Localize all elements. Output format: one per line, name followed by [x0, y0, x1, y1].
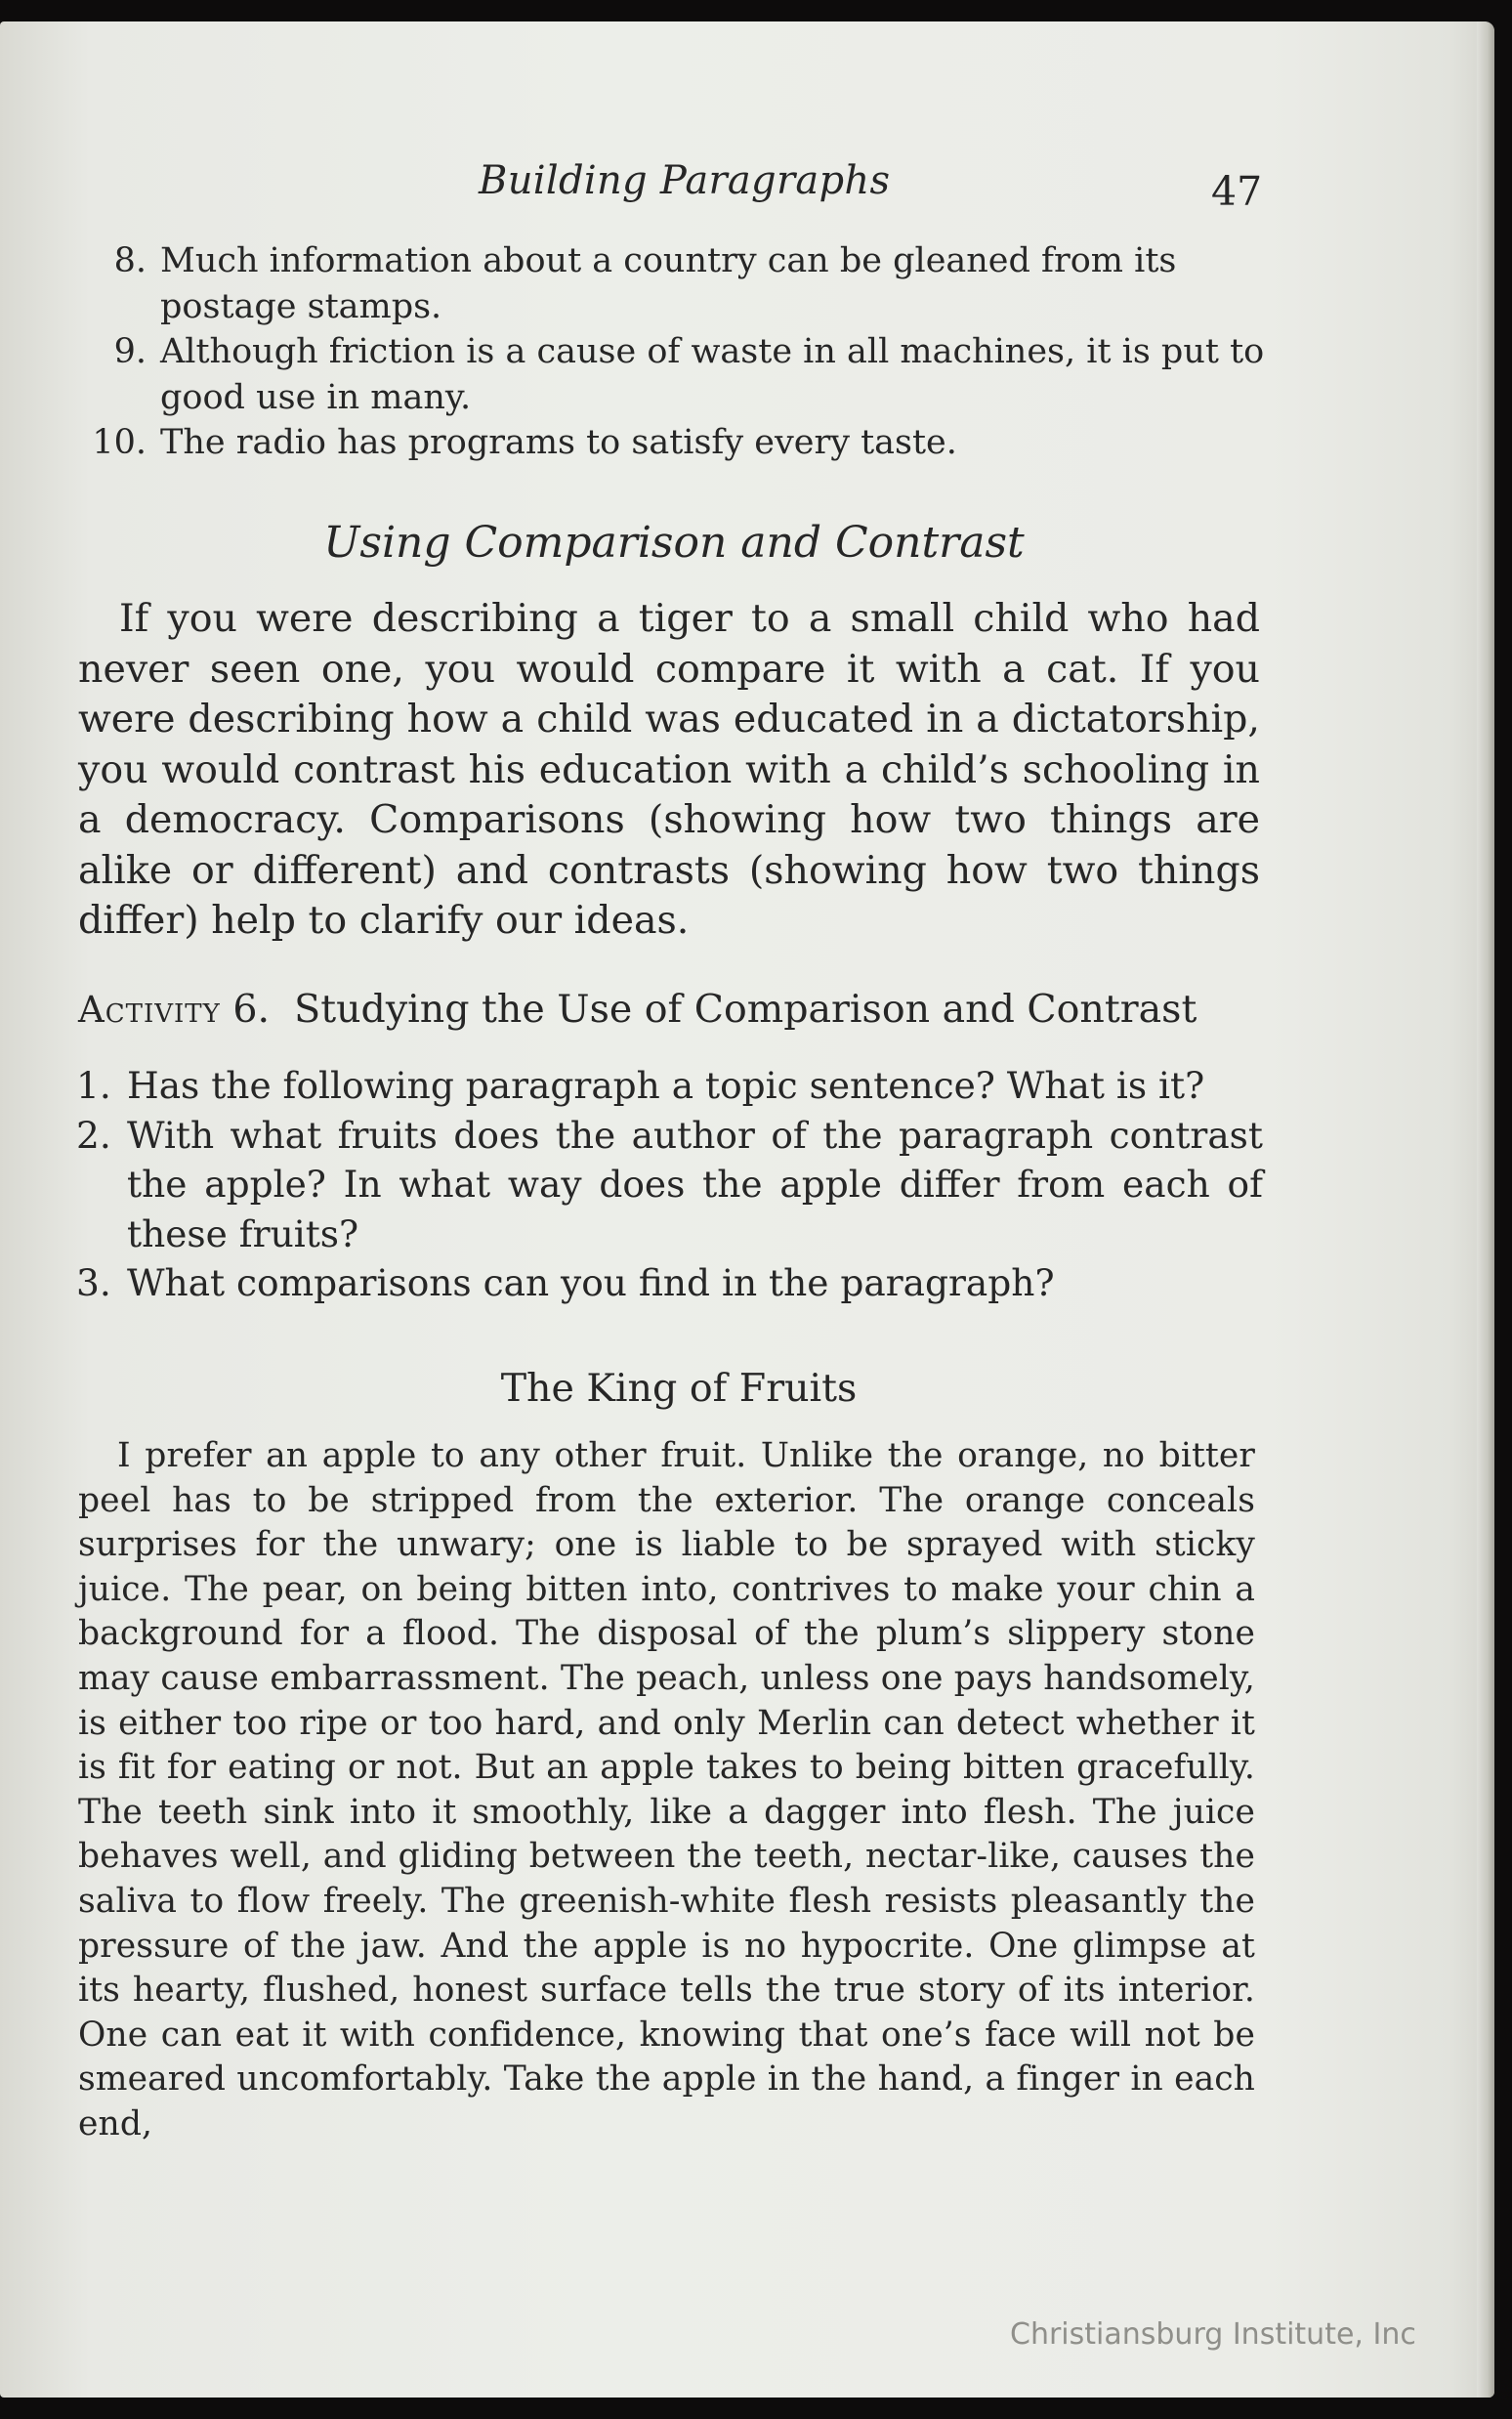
- activity-heading: [78, 987, 1197, 1032]
- section-paragraph: If you were describing a tiger to a small child who had never seen one, you would compare it with a cat. If you were describing how a child was educated in a dictatorship, you would contrast his education with a child’s schooling in a democracy. Comparisons (showing how two things are alike or different) and contrasts (showing how two things differ) help to clarify our ideas.: [78, 596, 1260, 943]
- book-page: [0, 21, 1494, 2398]
- essay-title: The King of Fruits: [500, 1366, 858, 1411]
- list-item-text: The radio has programs to satisfy every taste.: [160, 423, 957, 462]
- list-item-number: 9.: [113, 332, 147, 371]
- list-item-text: Much information about a country can be gleaned from its postage stamps.: [160, 241, 1177, 326]
- running-head: Building Paragraphs: [479, 158, 891, 203]
- list-item: [74, 420, 1266, 466]
- question-text: Has the following paragraph a topic sentence? What is it?: [127, 1064, 1205, 1107]
- activity-questions: [76, 1061, 1263, 1308]
- question-item: [76, 1111, 1263, 1259]
- question-text: With what fruits does the author of the paragraph contrast the apple? In what way does the apple differ from each of these fruits?: [127, 1113, 1263, 1255]
- question-number: 3.: [76, 1261, 111, 1304]
- question-number: 1.: [76, 1064, 111, 1107]
- list-item-number: 8.: [113, 241, 147, 280]
- watermark: Christiansburg Institute, Inc: [1010, 2317, 1416, 2352]
- page-edge: [1477, 21, 1494, 2398]
- essay-paragraph: I prefer an apple to any other fruit. Unlike the orange, no bitter peel has to be stripped from the exterior. The orange conceals surprises for the unwary; one is liable to be sprayed with sticky juice. The pear, on being bitten into, contrives to make your chin a background for a flood. The disposal of the plum’s slippery stone may cause embarrassment. The peach, unless one pays handsomely, is either too ripe or too hard, and only Merlin can detect whether it is fit for eating or not. But an apple takes to being bitten gracefully. The teeth sink into it smoothly, like a dagger into flesh. The juice behaves well, and gliding between the teeth, nectar-like, causes the saliva to flow freely. The greenish-white flesh resists pleasantly the pressure of the jaw. And the apple is no hypocrite. One glimpse at its hearty, flushed, honest surface tells the true story of its interior. One can eat it with confidence, knowing that one’s face will not be smeared uncomfortably. Take the apple in the hand, a finger in each end,: [78, 1436, 1255, 2143]
- question-number: 2.: [76, 1113, 111, 1157]
- numbered-list: [74, 238, 1266, 466]
- activity-title: Studying the Use of Comparison and Contrast: [294, 987, 1197, 1032]
- page-number: 47: [1211, 168, 1263, 215]
- question-item: [76, 1061, 1263, 1111]
- list-item: [74, 238, 1266, 329]
- question-item: [76, 1258, 1263, 1308]
- list-item-text: Although friction is a cause of waste in all machines, it is put to good use in many.: [160, 332, 1265, 417]
- list-item: [74, 329, 1266, 420]
- activity-number: 6.: [232, 987, 271, 1032]
- activity-label: Activity: [78, 989, 221, 1031]
- section-heading: Using Comparison and Contrast: [323, 518, 1025, 568]
- question-text: What comparisons can you find in the paragraph?: [127, 1261, 1055, 1304]
- list-item-number: 10.: [92, 423, 147, 462]
